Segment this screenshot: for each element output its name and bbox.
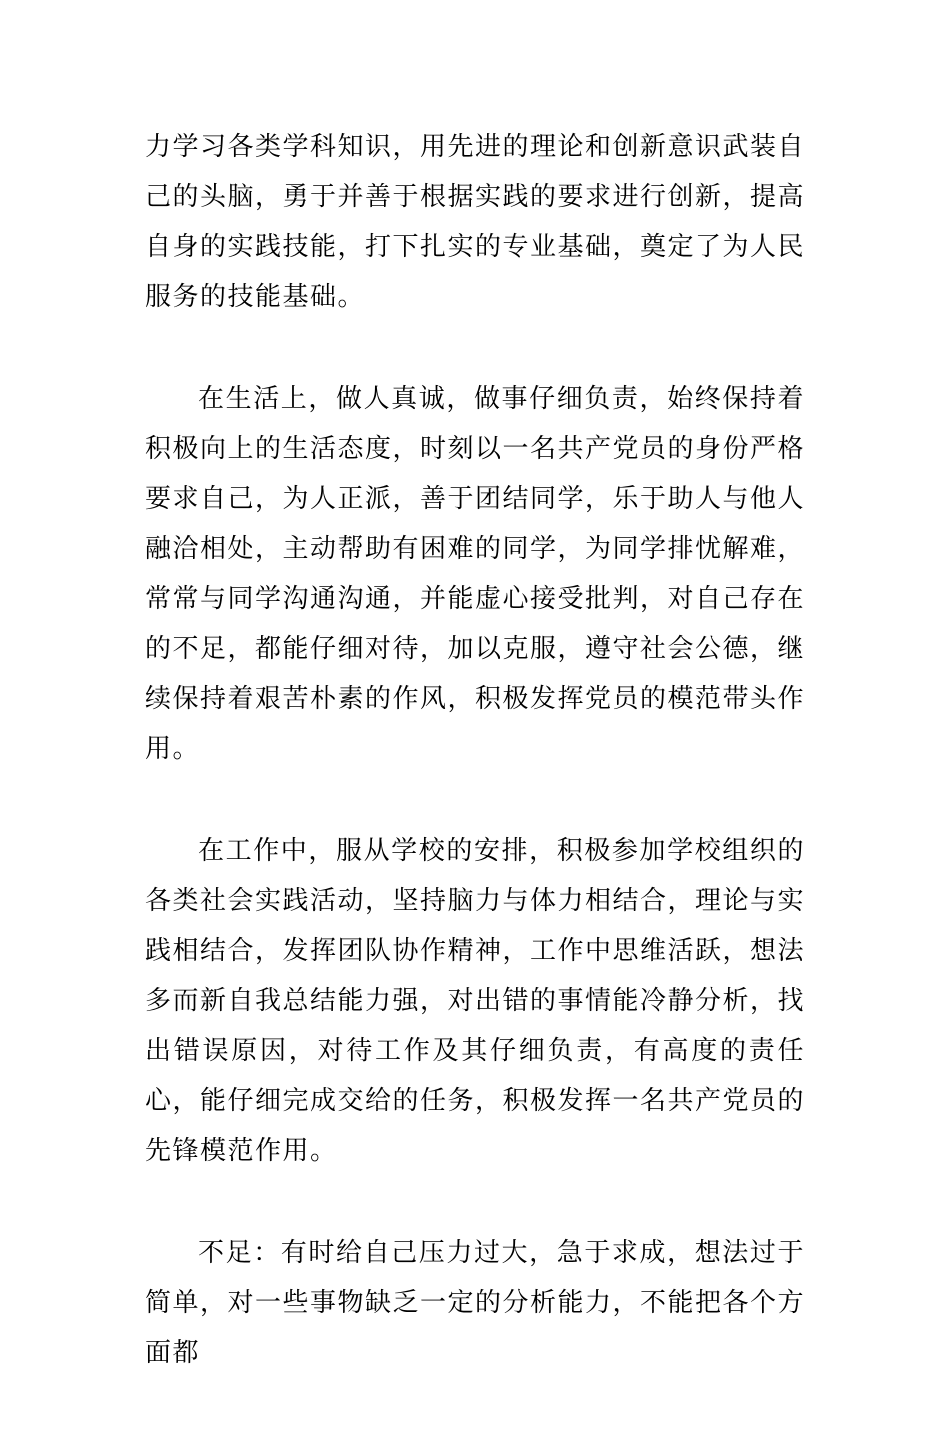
paragraph-shortcomings: 不足：有时给自己压力过大，急于求成，想法过于简单，对一些事物缺乏一定的分析能力，不能把各个方面都 xyxy=(145,1238,806,1368)
paragraph-work: 在工作中，服从学校的安排，积极参加学校组织的各类社会实践活动，坚持脑力与体力相结合，理论与实践相结合，发挥团队协作精神，工作中思维活跃，想法多而新自我总结能力强，对出错的事情能冷静分析，找出错误原因，对待工作及其仔细负责，有高度的责任心，能仔细完成交给的任务，积极发挥一名共产党员的先锋模范作用。 xyxy=(145,836,806,1166)
paragraph-life: 在生活上，做人真诚，做事仔细负责，始终保持着积极向上的生活态度，时刻以一名共产党员的身份严格要求自己，为人正派，善于团结同学，乐于助人与他人融洽相处，主动帮助有困难的同学，为同学排忧解难，常常与同学沟通沟通，并能虚心接受批判，对自己存在的不足，都能仔细对待，加以克服，遵守社会公德，继续保持着艰苦朴素的作风，积极发挥党员的模范带头作用。 xyxy=(145,384,806,764)
paragraph-study: 力学习各类学科知识，用先进的理论和创新意识武装自己的头脑，勇于并善于根据实践的要求进行创新，提高自身的实践技能，打下扎实的专业基础，奠定了为人民服务的技能基础。 xyxy=(145,132,806,312)
document-page xyxy=(145,122,805,1430)
